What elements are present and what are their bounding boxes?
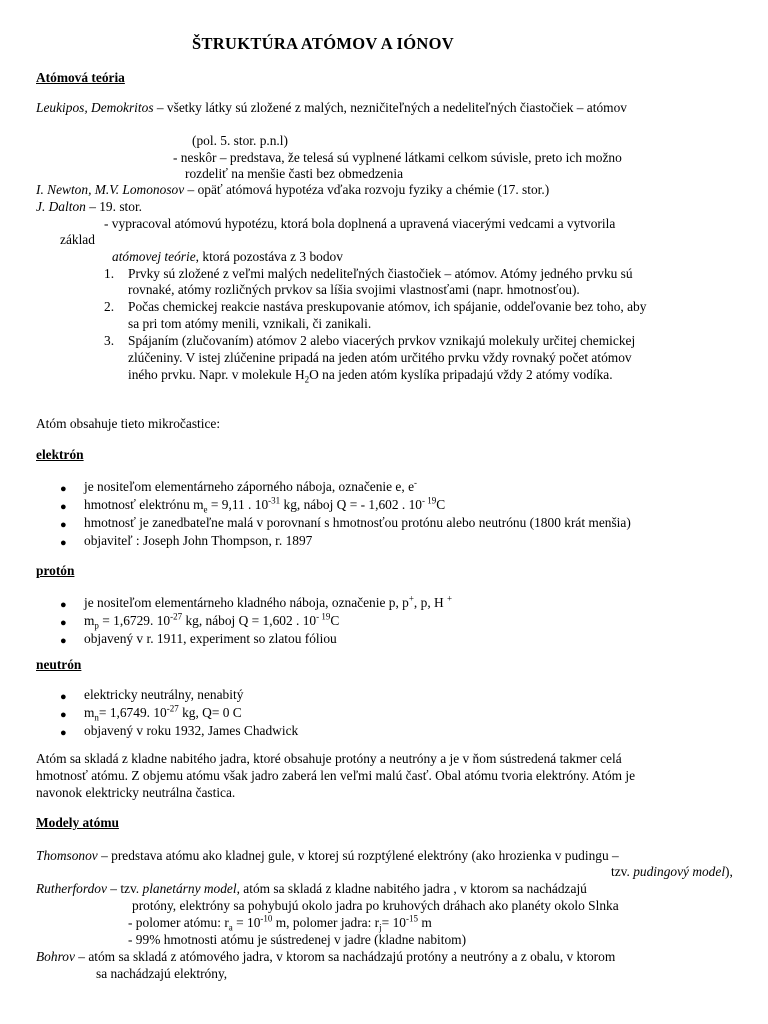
superscript: - [414, 477, 418, 488]
point-3-line-1: Spájaním (zlučovaním) atómov 2 alebo viacerých prvkov vznikajú molekuly určitej chemickej [128, 333, 636, 348]
proton-bullet-3: objavený v r. 1911, experiment so zlatou fóliou [84, 631, 337, 646]
atomic-theory-term: atómovej teórie [112, 249, 196, 264]
point-3-line-3-start: iného prvku. Napr. v molekule H [128, 367, 305, 382]
heading-neutron: neutrón [36, 657, 82, 672]
thomson-line [36, 848, 619, 864]
subscript: a [228, 922, 233, 933]
superscript: + [408, 593, 414, 604]
bullet-icon: ● [60, 709, 67, 721]
superscript: - 19 [421, 495, 437, 506]
point-2-line-1: Počas chemickej reakcie nastáva preskupovanie atómov, ich spájanie, oddeľovanie bez toho, aby [128, 299, 647, 314]
point-3-line-3-end: O na jeden atóm kyslíka pripadajú vždy 2 atómy vodíka. [309, 367, 613, 382]
dalton-desc-3-text: , ktorá pozostáva z 3 bodov [195, 249, 343, 264]
bullet-icon: ● [60, 483, 67, 495]
dalton-desc-1: - vypracoval atómovú hypotézu, ktorá bola doplnená a upravená viacerými vedcami a vytvorila [104, 216, 616, 231]
name-rutherford: Rutherfordov [36, 881, 107, 896]
text-dalton: – 19. stor. [85, 199, 143, 214]
point-1-line-2: rovnaké, atómy rozličných prvkov sa líšia svojimi vlastnosťami (napr. hmotnosťou). [128, 282, 580, 297]
particles-intro: Atóm obsahuje tieto mikročastice: [36, 416, 221, 431]
superscript: -31 [268, 495, 281, 506]
point-2-number: 2. [104, 299, 115, 314]
neutron-bullet-1: elektricky neutrálny, nenabitý [84, 687, 244, 702]
heading-models: Modely atómu [36, 815, 119, 830]
subscript: n [94, 712, 99, 723]
bullet-icon: ● [60, 537, 67, 549]
newton-line [36, 182, 549, 198]
dalton-desc-3 [112, 249, 343, 265]
bohr-line-2: sa nachádzajú elektróny, [96, 966, 228, 981]
leukipos-line [36, 100, 627, 116]
text-leukipos: – všetky látky sú zložené z malých, nezničiteľných a nedeliteľných čiastočiek – atómov [153, 100, 627, 115]
electron-mass-label: hmotnosť elektrónu m [84, 497, 204, 512]
unit: C [436, 497, 446, 512]
summary-line-3: navonok elektricky neutrálna častica. [36, 785, 236, 800]
text-thomson: – predstava atómu ako kladnej gule, v ktorej sú rozptýlené elektróny (ako hrozienka v pudingu – [97, 848, 619, 863]
rutherford-text: , atóm sa skladá z kladne nabitého jadra , v ktorom sa nachádzajú [236, 881, 587, 896]
names-newton: I. Newton, M.V. Lomonosov [36, 182, 185, 197]
rutherford-line [36, 881, 587, 897]
name-thomson: Thomsonov [36, 848, 98, 863]
bullet-icon: ● [60, 727, 67, 739]
point-3-line-3 [128, 367, 613, 383]
superscript: + [447, 593, 453, 604]
point-1-line-1: Prvky sú zložené z veľmi malých nedeliteľných čiastočiek – atómov. Atómy jedného prvku sú [128, 266, 633, 281]
atom-radius-label: - polomer atómu: r [128, 915, 229, 930]
neutron-mass-label: m [84, 705, 95, 720]
superscript: -27 [166, 703, 179, 714]
proton-mass-value: = 1,6729. 10 [98, 613, 171, 628]
superscript: - 19 [316, 611, 331, 622]
neutron-bullet-3: objavený v roku 1932, James Chadwick [84, 723, 299, 738]
electron-mass-value: = 9,11 . 10 [207, 497, 269, 512]
subscript: j [379, 922, 382, 933]
rutherford-line-2: protóny, elektróny sa pohybujú okolo jadra po kruhových dráhach ako planéty okolo Slnka [132, 898, 619, 913]
thomson-line-2 [611, 864, 733, 880]
bullet-icon: ● [60, 501, 67, 513]
subscript-2: 2 [304, 374, 310, 385]
electron-charge-value: kg, náboj Q = - 1,602 . 10 [280, 497, 422, 512]
bohr-line [36, 949, 615, 965]
neutron-charge-value: kg, Q= 0 C [178, 705, 242, 720]
bullet-icon: ● [60, 599, 67, 611]
planetary-model-term: planetárny model [142, 881, 237, 896]
names-dalton: J. Dalton [36, 199, 86, 214]
leukipos-date: (pol. 5. stor. p.n.l) [192, 133, 288, 148]
heading-proton: protón [36, 563, 75, 578]
later-line-1: - neskôr – predstava, že telesá sú vyplnené látkami celkom súvisle, preto ich možno [173, 150, 622, 165]
neutron-mass-value: = 1,6749. 10 [98, 705, 167, 720]
summary-line-2: hmotnosť atómu. Z objemu atómu však jadro zaberá len veľmi malú časť. Obal atómu tvoria elektróny. Atóm je [36, 768, 636, 783]
proton-bullet-2 [84, 613, 339, 629]
electron-bullet-4: objaviteľ : Joseph John Thompson, r. 1897 [84, 533, 313, 548]
neutron-bullet-2 [84, 705, 242, 721]
bullet-icon: ● [60, 519, 67, 531]
proton-charge-value: kg, náboj Q = 1,602 . 10 [182, 613, 317, 628]
proton-charge-text: je nositeľom elementárneho kladného náboja, označenie p, p [84, 595, 409, 610]
nucleus-radius-label: m, polomer jadra: r [272, 915, 380, 930]
electron-bullet-1 [84, 479, 417, 495]
superscript: -15 [405, 913, 418, 924]
atom-radius-value: = 10 [232, 915, 261, 930]
nucleus-radius-value: = 10 [381, 915, 406, 930]
rutherford-line-3 [128, 915, 432, 931]
heading-atomic-theory: Atómová teória [36, 70, 125, 85]
unit: m [417, 915, 432, 930]
proton-bullet-1 [84, 595, 452, 611]
subscript: e [203, 504, 208, 515]
superscript: -27 [170, 611, 183, 622]
point-3-line-2: zlúčeniny. V istej zlúčenine pripadá na jeden atóm určitého prvku vždy rovnaký počet atómov [128, 350, 632, 365]
text-newton: – opäť atómová hypotéza vďaka rozvoju fyziky a chémie (17. stor.) [184, 182, 550, 197]
page-title: ŠTRUKTÚRA ATÓMOV A IÓNOV [192, 34, 454, 53]
dalton-desc-2: základ [60, 232, 95, 247]
heading-electron: elektrón [36, 447, 84, 462]
unit: C [330, 613, 340, 628]
electron-bullet-2 [84, 497, 445, 513]
superscript: -10 [260, 913, 273, 924]
bullet-icon: ● [60, 635, 67, 647]
text-bohr: – atóm sa skladá z atómového jadra, v ktorom sa nachádzajú protóny a neutróny a z obalu, v ktorom [74, 949, 616, 964]
bullet-icon: ● [60, 617, 67, 629]
thomson-line-2-end: ), [725, 864, 733, 879]
pudding-model-term: pudingový model [633, 864, 726, 879]
point-2-line-2: sa pri tom atómy menili, vznikali, či zanikali. [128, 316, 372, 331]
point-1-number: 1. [104, 266, 115, 281]
bullet-icon: ● [60, 691, 67, 703]
proton-mass-label: m [84, 613, 95, 628]
point-3-number: 3. [104, 333, 115, 348]
electron-charge-text: je nositeľom elementárneho záporného náboja, označenie e, e [84, 479, 415, 494]
summary-line-1: Atóm sa skladá z kladne nabitého jadra, ktoré obsahuje protóny a neutróny a je v ňom sústredená takmer celá [36, 751, 622, 766]
rutherford-line-4: - 99% hmotnosti atómu je sústredenej v jadre (kladne nabitom) [128, 932, 467, 947]
electron-bullet-3: hmotnosť je zanedbateľne malá v porovnaní s hmotnosťou protónu alebo neutrónu (1800 krát menšia) [84, 515, 631, 530]
name-bohr: Bohrov [36, 949, 75, 964]
subscript: p [94, 620, 99, 631]
names-leukipos: Leukipos, Demokritos [36, 100, 154, 115]
rutherford-tzv: – tzv. [106, 881, 143, 896]
dalton-line [36, 199, 142, 215]
later-line-2: rozdeliť na menšie časti bez obmedzenia [185, 166, 404, 181]
tzv-label: tzv. [611, 864, 634, 879]
proton-symbols: , p, H [413, 595, 448, 610]
